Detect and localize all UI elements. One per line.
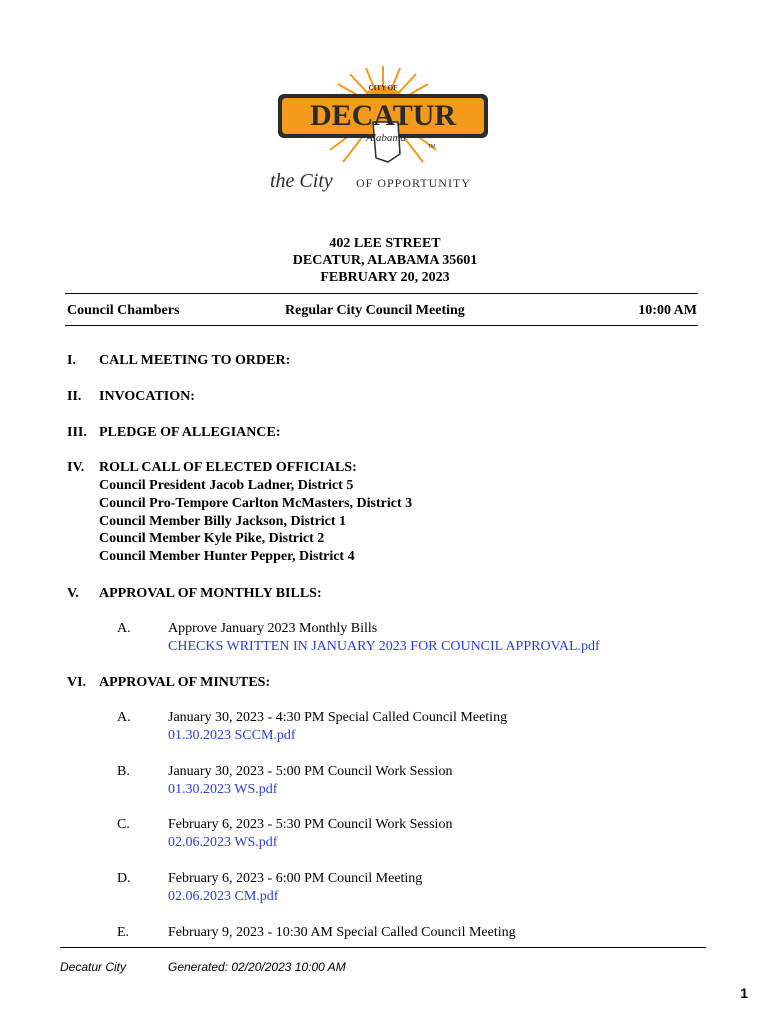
section-title: CALL MEETING TO ORDER: <box>99 353 291 368</box>
section-title: PLEDGE OF ALLEGIANCE: <box>99 425 281 440</box>
section-number: III. <box>67 425 87 440</box>
section-title: APPROVAL OF MONTHLY BILLS: <box>99 586 322 601</box>
footer-city: Decatur City <box>60 960 127 974</box>
header-time: 10:00 AM <box>638 303 697 318</box>
section-number: II. <box>67 389 82 404</box>
logo-trademark: TM <box>428 144 436 150</box>
minutes-item-letter: E. <box>117 925 130 940</box>
official-4: Council Member Kyle Pike, District 2 <box>99 531 325 546</box>
logo-tagline-script: the City <box>270 170 333 192</box>
minutes-item-text: February 6, 2023 - 6:00 PM Council Meeting <box>168 871 423 886</box>
minutes-item-text: February 6, 2023 - 5:30 PM Council Work Session <box>168 817 453 832</box>
section-number: V. <box>67 586 79 601</box>
minutes-item-letter: C. <box>117 817 130 832</box>
page-number: 1 <box>740 985 748 1001</box>
minutes-item-link[interactable]: 02.06.2023 WS.pdf <box>168 835 278 850</box>
footer-generated: Generated: 02/20/2023 10:00 AM <box>168 960 346 974</box>
minutes-item-text: January 30, 2023 - 5:00 PM Council Work Session <box>168 764 453 779</box>
meeting-date: FEBRUARY 20, 2023 <box>320 270 450 285</box>
header-meeting-type: Regular City Council Meeting <box>285 303 465 318</box>
section-number: I. <box>67 353 76 368</box>
minutes-item-link[interactable]: 01.30.2023 WS.pdf <box>168 782 278 797</box>
official-5: Council Member Hunter Pepper, District 4 <box>99 549 355 564</box>
bill-item-link[interactable]: CHECKS WRITTEN IN JANUARY 2023 FOR COUNCIL APPROVAL.pdf <box>168 639 600 654</box>
section-title: INVOCATION: <box>99 389 195 404</box>
logo-city-name: DECATUR <box>309 99 457 132</box>
city-of-decatur-logo <box>268 62 498 212</box>
bill-item-text: Approve January 2023 Monthly Bills <box>168 621 378 636</box>
logo-state-script: Alabama <box>366 132 406 144</box>
logo-city-of-text: CITY OF <box>368 84 398 92</box>
minutes-item-link[interactable]: 01.30.2023 SCCM.pdf <box>168 728 296 743</box>
address-block <box>0 235 770 286</box>
footer-rule <box>60 947 706 948</box>
section-number: IV. <box>67 460 85 475</box>
minutes-item-letter: D. <box>117 871 131 886</box>
header-bottom-rule <box>65 325 698 326</box>
bill-item-letter: A. <box>117 621 131 636</box>
section-number: VI. <box>67 675 87 690</box>
official-3: Council Member Billy Jackson, District 1 <box>99 514 347 529</box>
minutes-item-letter: B. <box>117 764 130 779</box>
minutes-item-letter: A. <box>117 710 131 725</box>
header-top-rule <box>65 293 698 294</box>
address-street: 402 LEE STREET <box>329 236 441 251</box>
minutes-item-text: February 9, 2023 - 10:30 AM Special Called Council Meeting <box>168 925 516 940</box>
section-title: ROLL CALL OF ELECTED OFFICIALS: <box>99 460 357 475</box>
official-2: Council Pro-Tempore Carlton McMasters, District 3 <box>99 496 413 511</box>
address-city: DECATUR, ALABAMA 35601 <box>292 253 478 268</box>
official-1: Council President Jacob Ladner, District 5 <box>99 478 354 493</box>
header-location: Council Chambers <box>67 303 180 318</box>
minutes-item-link[interactable]: 02.06.2023 CM.pdf <box>168 889 279 904</box>
section-title: APPROVAL OF MINUTES: <box>99 675 271 690</box>
logo-tagline-caps: OF OPPORTUNITY <box>356 176 471 190</box>
minutes-item-text: January 30, 2023 - 4:30 PM Special Called Council Meeting <box>168 710 508 725</box>
